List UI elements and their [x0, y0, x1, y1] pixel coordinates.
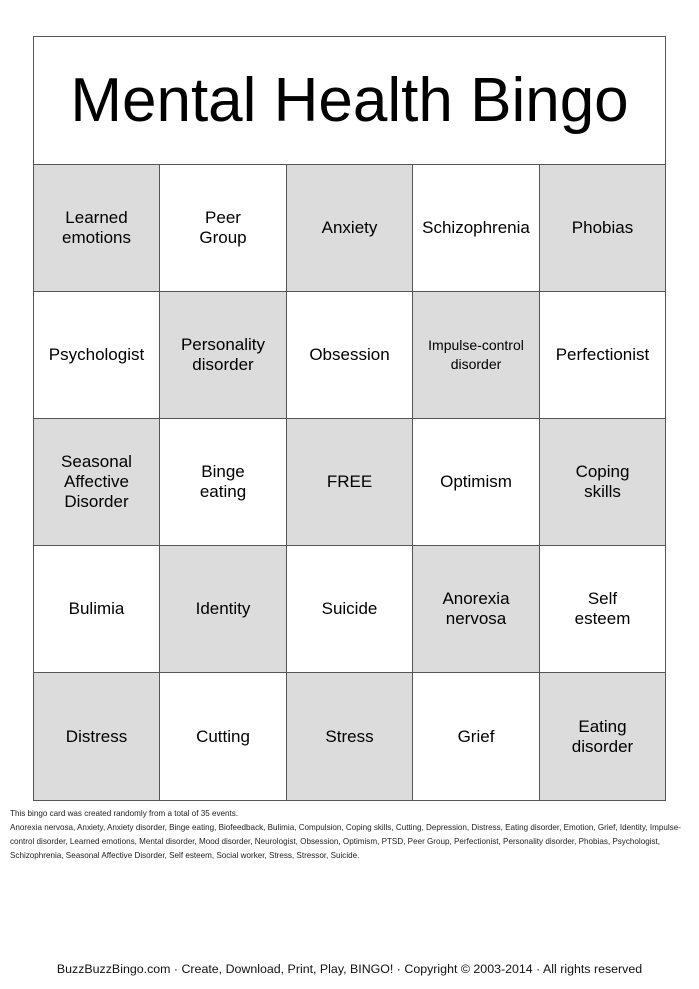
bingo-cell: Stress — [287, 673, 413, 800]
bingo-cell: Identity — [160, 546, 287, 673]
bingo-cell: Anorexia nervosa — [413, 546, 540, 673]
note-events: Anorexia nervosa, Anxiety, Anxiety disorder, Binge eating, Biofeedback, Bulimia, Compulsion, Coping skills, Cutting, Depression, Distress, Eating disorder, Emotion, Grief, Identity, Impulse-control disorder, Learned emotions, Mental disorder, Mood disorder, Neurologist, Obsession, Optimism, PTSD, Peer Group, Perfectionist, Personality disorder, Phobias, Psychologist, Schizophrenia, Seasonal Affective Disorder, Self esteem, Social worker, Stress, Stressor, Suicide. — [10, 823, 681, 860]
bingo-cell: Binge eating — [160, 419, 287, 546]
bingo-cell: Anxiety — [287, 165, 413, 292]
bingo-cell: Optimism — [413, 419, 540, 546]
bingo-cell: Cutting — [160, 673, 287, 800]
bingo-cell: Learned emotions — [34, 165, 160, 292]
bingo-cell: Peer Group — [160, 165, 287, 292]
card-title: Mental Health Bingo — [34, 37, 665, 165]
bingo-card — [33, 36, 666, 801]
bingo-cell: Distress — [34, 673, 160, 800]
bingo-cell: Perfectionist — [540, 292, 665, 419]
bingo-cell: Impulse-control disorder — [413, 292, 540, 419]
bingo-cell: Obsession — [287, 292, 413, 419]
generation-note — [10, 807, 690, 863]
footer-text: BuzzBuzzBingo.com · Create, Download, Print, Play, BINGO! · Copyright © 2003-2014 · All rights reserved — [56, 962, 643, 976]
bingo-cell: Seasonal Affective Disorder — [34, 419, 160, 546]
bingo-cell: FREE — [287, 419, 413, 546]
bingo-cell: Self esteem — [540, 546, 665, 673]
bingo-cell: Schizophrenia — [413, 165, 540, 292]
bingo-cell: Personality disorder — [160, 292, 287, 419]
bingo-cell: Coping skills — [540, 419, 665, 546]
bingo-cell: Suicide — [287, 546, 413, 673]
bingo-cell: Psychologist — [34, 292, 160, 419]
bingo-cell: Bulimia — [34, 546, 160, 673]
bingo-cell: Eating disorder — [540, 673, 665, 800]
bingo-grid — [34, 165, 665, 800]
note-intro: This bingo card was created randomly from a total of 35 events. — [10, 809, 239, 818]
bingo-cell: Phobias — [540, 165, 665, 292]
bingo-cell: Grief — [413, 673, 540, 800]
